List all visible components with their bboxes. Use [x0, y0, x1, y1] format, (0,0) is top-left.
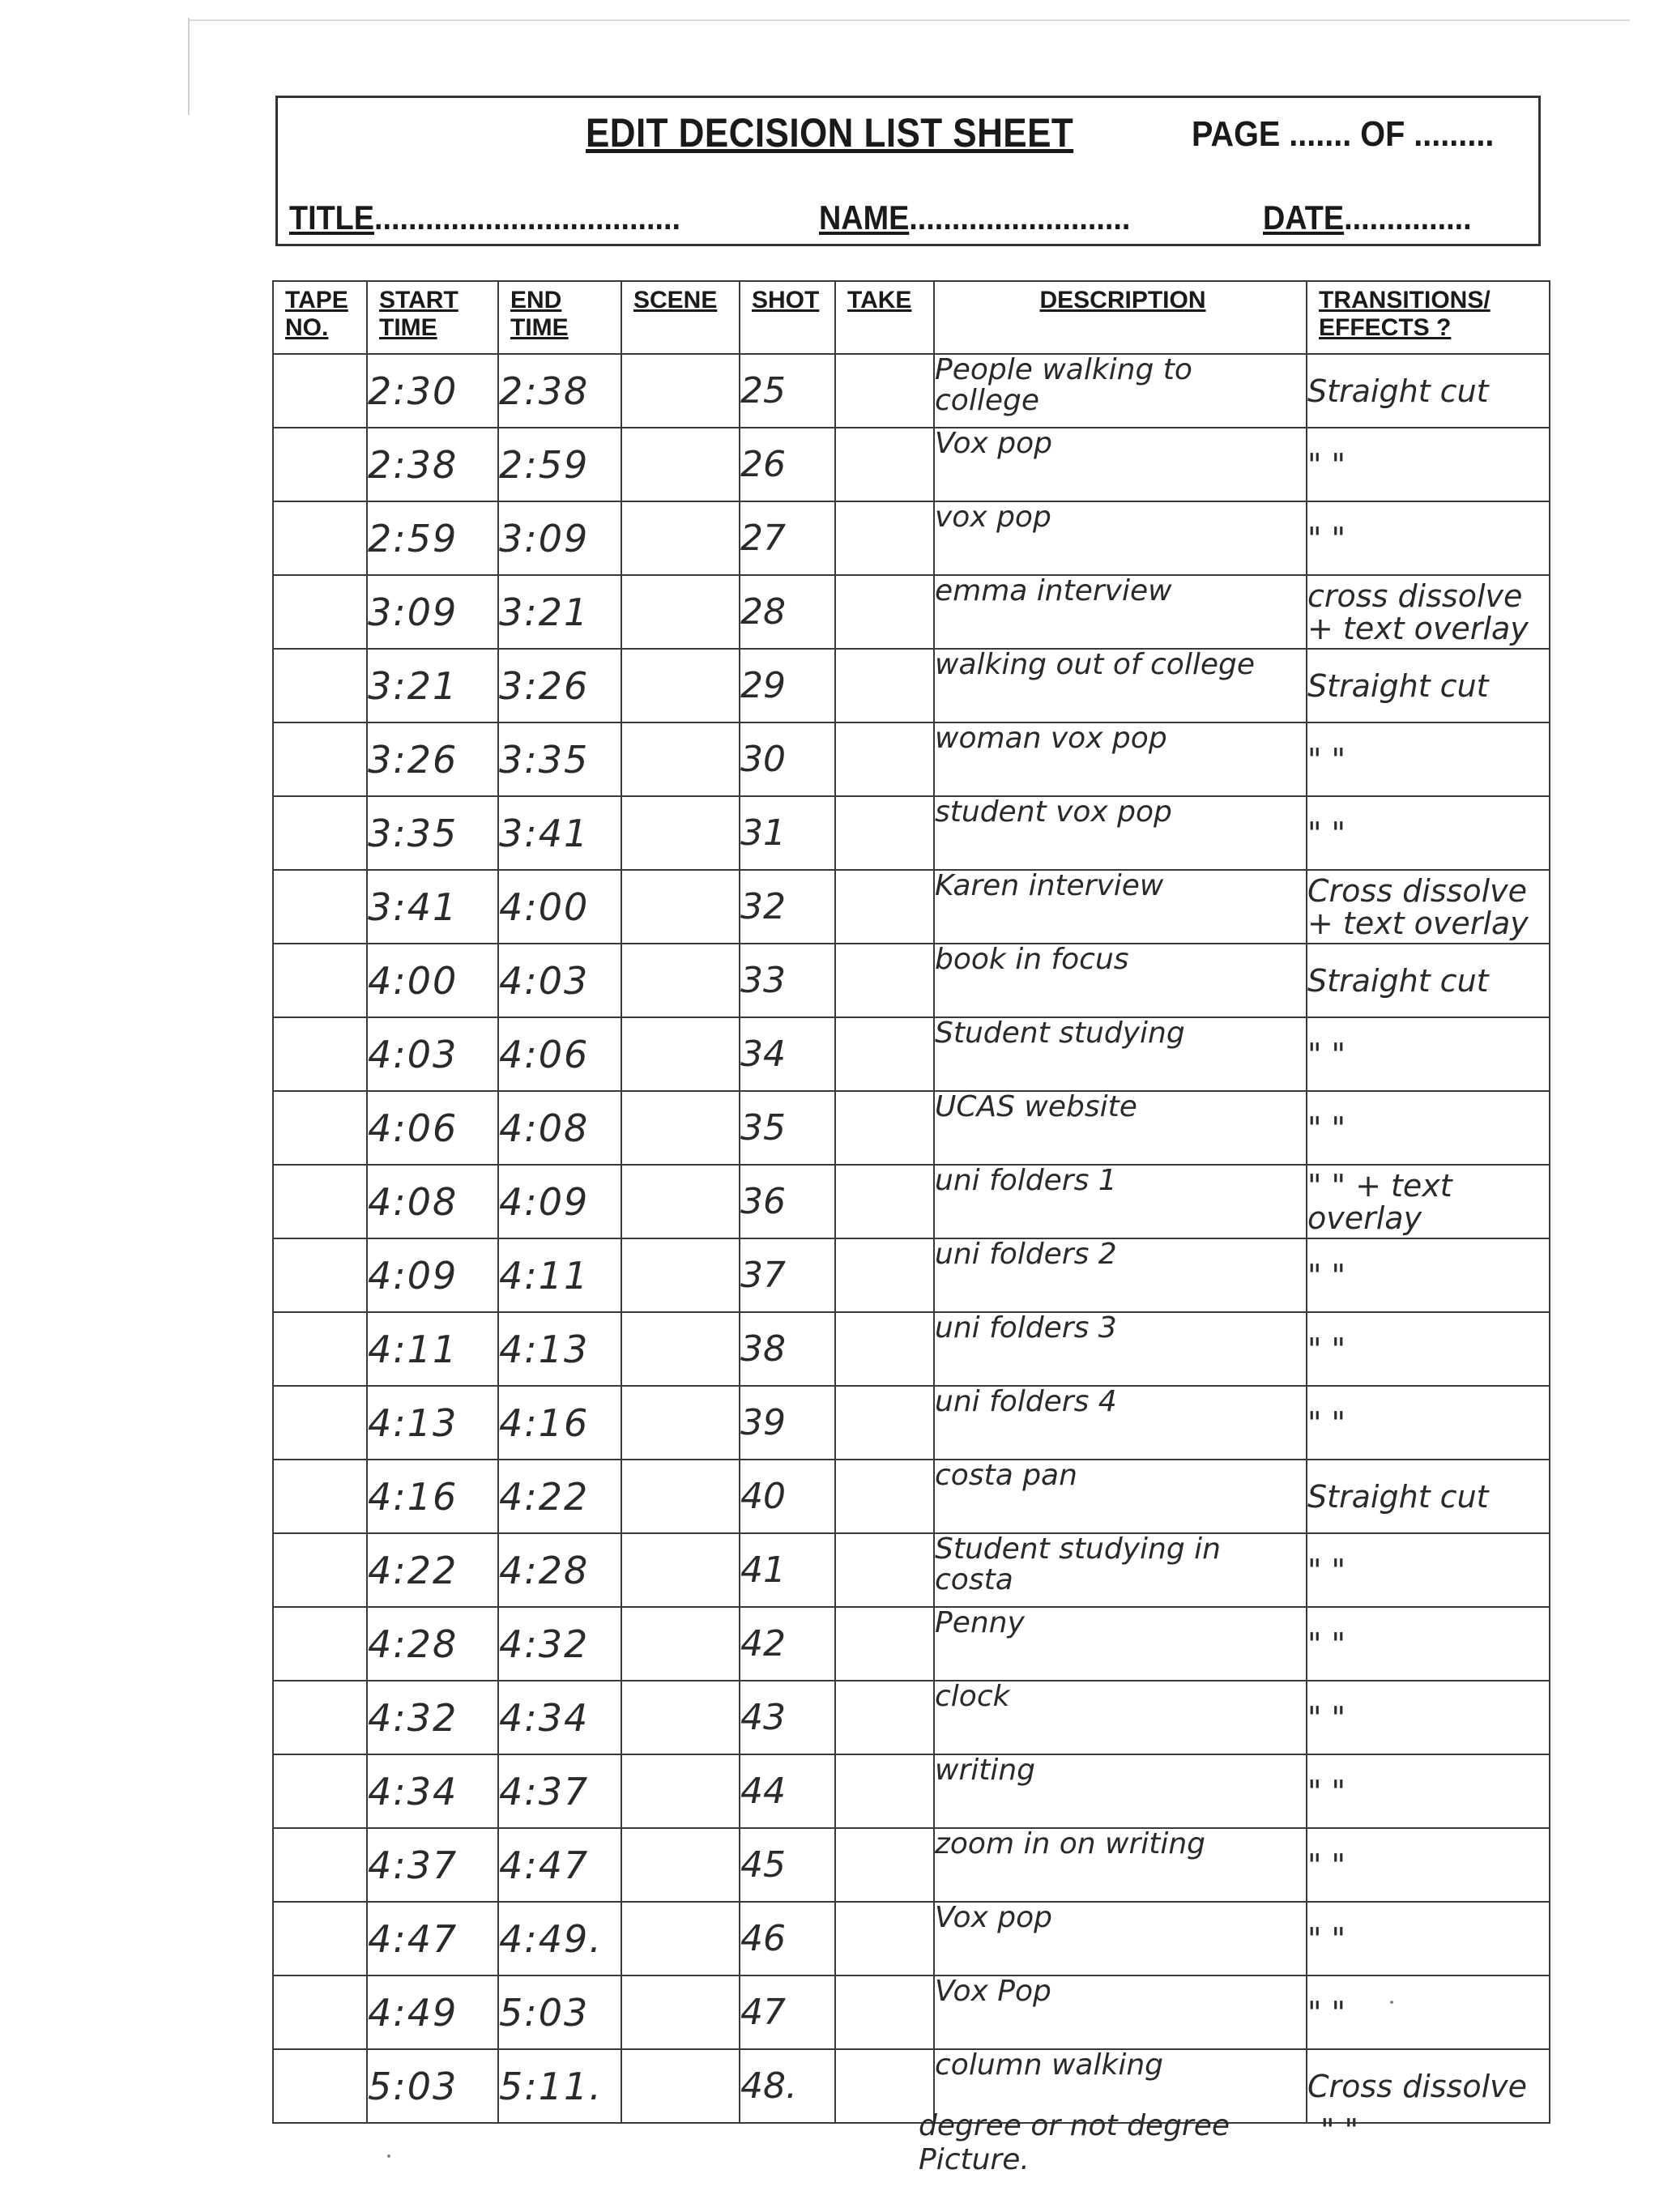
transition-cell: " " + text overlay: [1307, 1165, 1550, 1238]
scene-cell: [621, 1017, 740, 1091]
table-row: [273, 501, 1550, 575]
take-cell: [835, 1975, 934, 2049]
shot-cell: 41: [740, 1533, 835, 1607]
scene-cell: [621, 870, 740, 944]
tape-cell: [273, 796, 367, 870]
scene-cell: [621, 649, 740, 722]
date-field: [1263, 198, 1472, 237]
tape-cell: [273, 1975, 367, 2049]
tape-cell: [273, 1460, 367, 1533]
take-cell: [835, 1091, 934, 1165]
tape-cell: [273, 1533, 367, 1607]
end-time-cell: 2:59: [498, 428, 621, 501]
title-field: [289, 198, 680, 237]
tape-cell: [273, 1386, 367, 1460]
start-time-cell: 3:21: [367, 649, 498, 722]
shot-cell: 45: [740, 1828, 835, 1902]
table-row: [273, 796, 1550, 870]
header-box: [275, 96, 1541, 246]
transition-cell: " ": [1307, 1975, 1550, 2049]
description-cell: uni folders 2: [934, 1238, 1307, 1312]
scene-cell: [621, 1902, 740, 1975]
take-cell: [835, 1681, 934, 1754]
description-cell: Student studying in costa: [934, 1533, 1307, 1607]
table-row: [273, 1386, 1550, 1460]
tape-cell: [273, 1754, 367, 1828]
scene-cell: [621, 1607, 740, 1681]
tape-cell: [273, 575, 367, 649]
transition-cell: " ": [1307, 1607, 1550, 1681]
end-time-cell: 4:22: [498, 1460, 621, 1533]
tape-cell: [273, 501, 367, 575]
scene-cell: [621, 1681, 740, 1754]
description-cell: emma interview: [934, 575, 1307, 649]
table-row: [273, 870, 1550, 944]
take-cell: [835, 1607, 934, 1681]
take-cell: [835, 428, 934, 501]
scene-cell: [621, 1091, 740, 1165]
table-row: [273, 1165, 1550, 1238]
scene-cell: [621, 1754, 740, 1828]
scan-speck: [1390, 2001, 1393, 2004]
table-row: [273, 649, 1550, 722]
transition-cell: Straight cut: [1307, 649, 1550, 722]
transition-cell: " ": [1307, 1754, 1550, 1828]
take-cell: [835, 870, 934, 944]
description-cell: Karen interview: [934, 870, 1307, 944]
end-time-cell: 4:37: [498, 1754, 621, 1828]
shot-cell: 43: [740, 1681, 835, 1754]
shot-cell: 32: [740, 870, 835, 944]
take-cell: [835, 1312, 934, 1386]
transition-cell: " ": [1307, 1902, 1550, 1975]
scene-cell: [621, 796, 740, 870]
tape-cell: [273, 1828, 367, 1902]
description-cell: woman vox pop: [934, 722, 1307, 796]
page-field: PAGE ....... OF .........: [1192, 114, 1495, 154]
description-cell: UCAS website: [934, 1091, 1307, 1165]
shot-cell: 39: [740, 1386, 835, 1460]
description-cell: uni folders 1: [934, 1165, 1307, 1238]
start-time-cell: 4:08: [367, 1165, 498, 1238]
end-time-cell: 3:26: [498, 649, 621, 722]
description-cell: column walking: [934, 2049, 1307, 2123]
shot-cell: 33: [740, 944, 835, 1017]
title-label: TITLE: [289, 198, 374, 237]
transition-cell: " ": [1307, 1091, 1550, 1165]
take-cell: [835, 575, 934, 649]
tape-cell: [273, 870, 367, 944]
start-time-cell: 4:11: [367, 1312, 498, 1386]
scene-cell: [621, 1975, 740, 2049]
transition-cell: " ": [1307, 1386, 1550, 1460]
transition-cell: Straight cut: [1307, 1460, 1550, 1533]
end-time-cell: 3:41: [498, 796, 621, 870]
transition-cell: " ": [1307, 428, 1550, 501]
shot-cell: 26: [740, 428, 835, 501]
scan-edge-top: [188, 19, 1630, 21]
end-time-cell: 4:00: [498, 870, 621, 944]
scene-cell: [621, 944, 740, 1017]
shot-cell: 25: [740, 354, 835, 428]
end-time-cell: 4:13: [498, 1312, 621, 1386]
transition-cell: " ": [1307, 1238, 1550, 1312]
table-row: [273, 1091, 1550, 1165]
start-time-cell: 4:00: [367, 944, 498, 1017]
shot-cell: 47: [740, 1975, 835, 2049]
shot-cell: 40: [740, 1460, 835, 1533]
edit-decision-table: [272, 280, 1550, 2124]
take-cell: [835, 1238, 934, 1312]
transition-cell: Straight cut: [1307, 944, 1550, 1017]
start-time-cell: 4:47: [367, 1902, 498, 1975]
start-time-cell: 3:09: [367, 575, 498, 649]
col-shot: SHOT: [740, 281, 835, 354]
tape-cell: [273, 1607, 367, 1681]
tape-cell: [273, 1902, 367, 1975]
sheet-title: EDIT DECISION LIST SHEET: [586, 110, 1074, 156]
tape-cell: [273, 944, 367, 1017]
name-label: NAME: [819, 198, 910, 237]
take-cell: [835, 796, 934, 870]
start-time-cell: 3:35: [367, 796, 498, 870]
start-time-cell: 4:32: [367, 1681, 498, 1754]
tape-cell: [273, 428, 367, 501]
tape-cell: [273, 1312, 367, 1386]
table-row: [273, 1533, 1550, 1607]
table-row: [273, 1828, 1550, 1902]
start-time-cell: 4:03: [367, 1017, 498, 1091]
start-time-cell: 2:38: [367, 428, 498, 501]
scene-cell: [621, 1238, 740, 1312]
end-time-cell: 4:28: [498, 1533, 621, 1607]
description-cell: student vox pop: [934, 796, 1307, 870]
tape-cell: [273, 1165, 367, 1238]
date-dots: ...............: [1344, 198, 1472, 237]
start-time-cell: 4:34: [367, 1754, 498, 1828]
description-cell: Penny: [934, 1607, 1307, 1681]
start-time-cell: 3:41: [367, 870, 498, 944]
end-time-cell: 4:34: [498, 1681, 621, 1754]
end-time-cell: 4:06: [498, 1017, 621, 1091]
start-time-cell: 2:59: [367, 501, 498, 575]
scene-cell: [621, 722, 740, 796]
tape-cell: [273, 1091, 367, 1165]
table-row: [273, 1238, 1550, 1312]
title-dots: ....................................: [373, 198, 681, 237]
shot-cell: 30: [740, 722, 835, 796]
col-tape-no: TAPE NO.: [273, 281, 367, 354]
description-cell: Vox pop: [934, 1902, 1307, 1975]
transition-cell: " ": [1307, 1533, 1550, 1607]
transition-cell: " ": [1307, 1312, 1550, 1386]
transition-cell: " ": [1307, 796, 1550, 870]
description-cell: uni folders 4: [934, 1386, 1307, 1460]
table-body: [273, 354, 1550, 2123]
end-time-cell: 3:35: [498, 722, 621, 796]
start-time-cell: 4:22: [367, 1533, 498, 1607]
transition-cell: " ": [1307, 1828, 1550, 1902]
take-cell: [835, 1754, 934, 1828]
description-cell: costa pan: [934, 1460, 1307, 1533]
description-cell: clock: [934, 1681, 1307, 1754]
description-cell: People walking to college: [934, 354, 1307, 428]
table-row: [273, 1460, 1550, 1533]
overflow-description: degree or not degree Picture.: [919, 2109, 1230, 2176]
scan-speck: [387, 2154, 390, 2158]
table-row: [273, 722, 1550, 796]
end-time-cell: 4:03: [498, 944, 621, 1017]
scene-cell: [621, 354, 740, 428]
take-cell: [835, 722, 934, 796]
start-time-cell: 4:16: [367, 1460, 498, 1533]
table-row: [273, 1975, 1550, 2049]
col-end-time: END TIME: [498, 281, 621, 354]
shot-cell: 35: [740, 1091, 835, 1165]
scene-cell: [621, 1460, 740, 1533]
transition-cell: " ": [1307, 1681, 1550, 1754]
take-cell: [835, 1828, 934, 1902]
tape-cell: [273, 722, 367, 796]
description-cell: vox pop: [934, 501, 1307, 575]
description-cell: uni folders 3: [934, 1312, 1307, 1386]
tape-cell: [273, 1681, 367, 1754]
table-row: [273, 428, 1550, 501]
start-time-cell: 5:03: [367, 2049, 498, 2123]
scene-cell: [621, 501, 740, 575]
start-time-cell: 4:09: [367, 1238, 498, 1312]
description-cell: writing: [934, 1754, 1307, 1828]
end-time-cell: 5:03: [498, 1975, 621, 2049]
shot-cell: 28: [740, 575, 835, 649]
table-row: [273, 944, 1550, 1017]
start-time-cell: 4:49: [367, 1975, 498, 2049]
scene-cell: [621, 1165, 740, 1238]
table-row: [273, 1681, 1550, 1754]
col-take: TAKE: [835, 281, 934, 354]
shot-cell: 34: [740, 1017, 835, 1091]
end-time-cell: 5:11.: [498, 2049, 621, 2123]
scene-cell: [621, 1828, 740, 1902]
shot-cell: 36: [740, 1165, 835, 1238]
shot-cell: 38: [740, 1312, 835, 1386]
header-row: [273, 281, 1550, 354]
tape-cell: [273, 1017, 367, 1091]
scene-cell: [621, 1386, 740, 1460]
tape-cell: [273, 1238, 367, 1312]
table-row: [273, 1754, 1550, 1828]
description-cell: book in focus: [934, 944, 1307, 1017]
shot-cell: 29: [740, 649, 835, 722]
take-cell: [835, 1902, 934, 1975]
overflow-transition: " ": [1320, 2112, 1359, 2148]
table-row: [273, 1017, 1550, 1091]
tape-cell: [273, 2049, 367, 2123]
description-cell: Vox Pop: [934, 1975, 1307, 2049]
col-description: DESCRIPTION: [934, 281, 1307, 354]
description-cell: Student studying: [934, 1017, 1307, 1091]
tape-cell: [273, 354, 367, 428]
end-time-cell: 4:11: [498, 1238, 621, 1312]
take-cell: [835, 1017, 934, 1091]
scene-cell: [621, 1533, 740, 1607]
take-cell: [835, 1386, 934, 1460]
start-time-cell: 4:06: [367, 1091, 498, 1165]
scene-cell: [621, 1312, 740, 1386]
transition-cell: cross dissolve + text overlay: [1307, 575, 1550, 649]
take-cell: [835, 649, 934, 722]
start-time-cell: 2:30: [367, 354, 498, 428]
description-cell: zoom in on writing: [934, 1828, 1307, 1902]
description-cell: Vox pop: [934, 428, 1307, 501]
col-scene: SCENE: [621, 281, 740, 354]
scene-cell: [621, 575, 740, 649]
shot-cell: 48.: [740, 2049, 835, 2123]
tape-cell: [273, 649, 367, 722]
end-time-cell: 3:21: [498, 575, 621, 649]
end-time-cell: 3:09: [498, 501, 621, 575]
end-time-cell: 4:32: [498, 1607, 621, 1681]
shot-cell: 46: [740, 1902, 835, 1975]
transition-cell: Cross dissolve + text overlay: [1307, 870, 1550, 944]
start-time-cell: 4:37: [367, 1828, 498, 1902]
name-field: [819, 198, 1130, 237]
table-row: [273, 1607, 1550, 1681]
take-cell: [835, 354, 934, 428]
shot-cell: 44: [740, 1754, 835, 1828]
end-time-cell: 4:47: [498, 1828, 621, 1902]
shot-cell: 37: [740, 1238, 835, 1312]
scene-cell: [621, 428, 740, 501]
col-start-time: START TIME: [367, 281, 498, 354]
transition-cell: " ": [1307, 501, 1550, 575]
end-time-cell: 4:09: [498, 1165, 621, 1238]
shot-cell: 42: [740, 1607, 835, 1681]
take-cell: [835, 1460, 934, 1533]
scene-cell: [621, 2049, 740, 2123]
transition-cell: Cross dissolve: [1307, 2049, 1550, 2123]
end-time-cell: 4:08: [498, 1091, 621, 1165]
transition-cell: Straight cut: [1307, 354, 1550, 428]
shot-cell: 27: [740, 501, 835, 575]
col-transitions: TRANSITIONS/ EFFECTS ?: [1307, 281, 1550, 354]
transition-cell: " ": [1307, 1017, 1550, 1091]
name-dots: ..........................: [909, 198, 1131, 237]
take-cell: [835, 1533, 934, 1607]
start-time-cell: 4:13: [367, 1386, 498, 1460]
table-row: [273, 1312, 1550, 1386]
end-time-cell: 4:49.: [498, 1902, 621, 1975]
take-cell: [835, 501, 934, 575]
transition-cell: " ": [1307, 722, 1550, 796]
start-time-cell: 3:26: [367, 722, 498, 796]
end-time-cell: 4:16: [498, 1386, 621, 1460]
shot-cell: 31: [740, 796, 835, 870]
table-row: [273, 354, 1550, 428]
table-row: [273, 1902, 1550, 1975]
start-time-cell: 4:28: [367, 1607, 498, 1681]
take-cell: [835, 1165, 934, 1238]
scan-edge-left: [188, 18, 190, 115]
date-label: DATE: [1263, 198, 1345, 237]
description-cell: walking out of college: [934, 649, 1307, 722]
take-cell: [835, 944, 934, 1017]
end-time-cell: 2:38: [498, 354, 621, 428]
table-row: [273, 575, 1550, 649]
